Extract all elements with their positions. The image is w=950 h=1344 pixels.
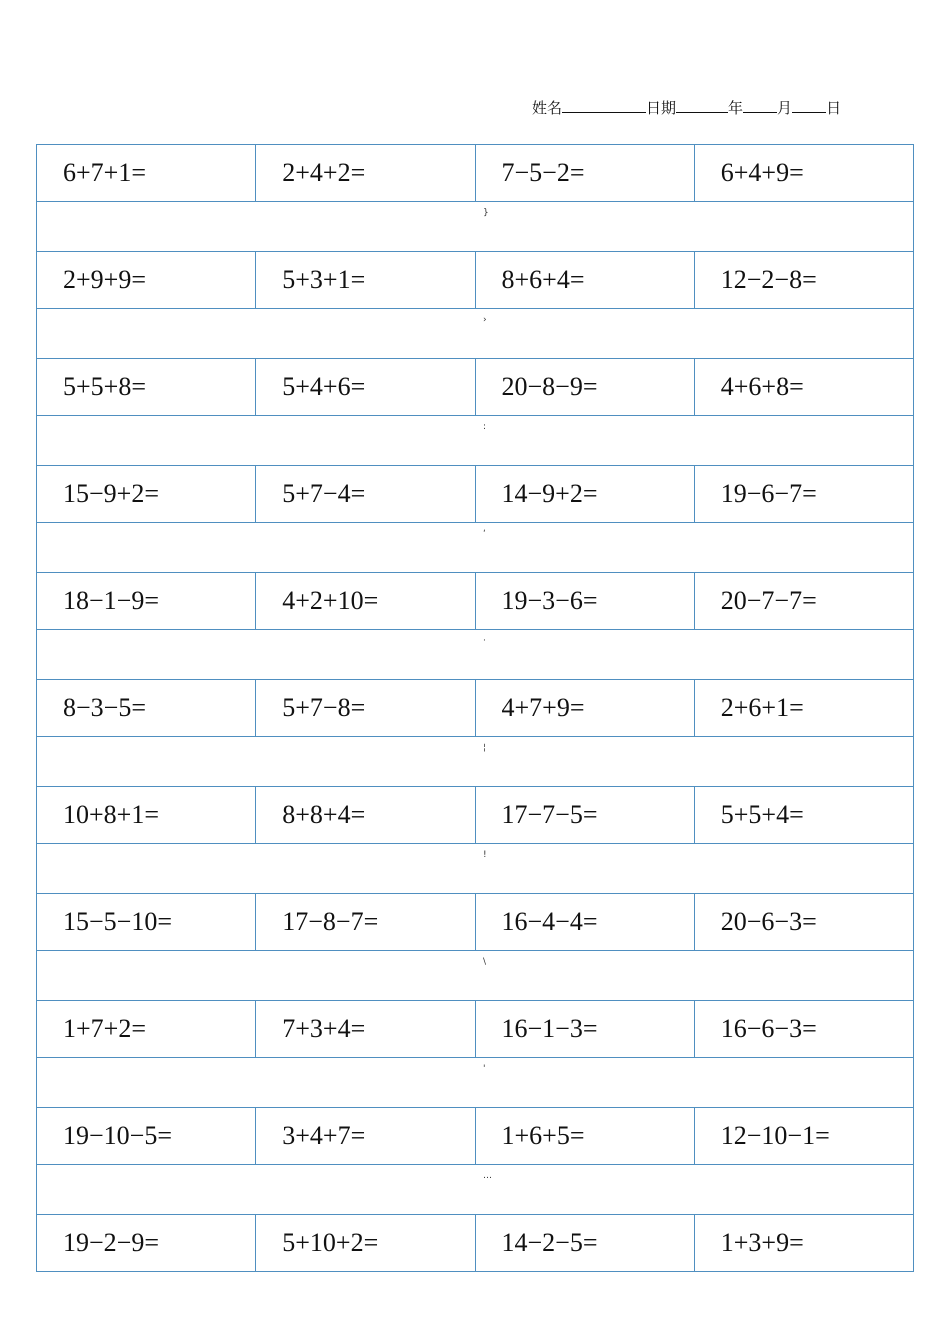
problem-cell: 5+3+1=: [256, 252, 475, 309]
worksheet-header: [532, 96, 841, 119]
separator-mark: !: [483, 850, 487, 860]
answer-space-row: [37, 630, 914, 680]
problem-cell: 4+7+9=: [476, 680, 695, 737]
answer-space-row: [37, 1165, 914, 1215]
problem-cell: 2+6+1=: [695, 680, 914, 737]
problem-cell: 12−10−1=: [695, 1108, 914, 1165]
separator-mark: }: [483, 208, 489, 218]
problem-cell: 2+4+2=: [256, 145, 475, 202]
problem-cell: 19−6−7=: [695, 466, 914, 523]
problem-cell: 14−9+2=: [476, 466, 695, 523]
separator-mark: ': [483, 1064, 486, 1074]
problem-row: [37, 252, 914, 309]
problem-cell: 2+9+9=: [37, 252, 256, 309]
problem-cell: 15−5−10=: [37, 894, 256, 951]
problem-cell: 1+3+9=: [695, 1215, 914, 1272]
problem-cell: 20−6−3=: [695, 894, 914, 951]
problem-cell: 19−2−9=: [37, 1215, 256, 1272]
day-blank: [792, 96, 826, 113]
problem-row: [37, 1001, 914, 1058]
problem-row: [37, 573, 914, 630]
problem-cell: 6+4+9=: [695, 145, 914, 202]
problem-cell: 12−2−8=: [695, 252, 914, 309]
problem-row: [37, 1215, 914, 1272]
problem-cell: 1+6+5=: [476, 1108, 695, 1165]
answer-space-row: [37, 523, 914, 573]
answer-space-row: [37, 737, 914, 787]
problem-cell: 16−1−3=: [476, 1001, 695, 1058]
problem-cell: 19−10−5=: [37, 1108, 256, 1165]
problem-cell: 7−5−2=: [476, 145, 695, 202]
problem-row: [37, 359, 914, 416]
problem-cell: 20−8−9=: [476, 359, 695, 416]
answer-space-row: [37, 951, 914, 1001]
problem-cell: 1+7+2=: [37, 1001, 256, 1058]
problem-cell: 19−3−6=: [476, 573, 695, 630]
problem-cell: 5+5+4=: [695, 787, 914, 844]
problem-row: [37, 145, 914, 202]
problem-cell: 17−7−5=: [476, 787, 695, 844]
problem-grid: [36, 144, 914, 1272]
answer-space-row: [37, 416, 914, 466]
problem-cell: 17−8−7=: [256, 894, 475, 951]
problem-cell: 16−6−3=: [695, 1001, 914, 1058]
problem-cell: 10+8+1=: [37, 787, 256, 844]
separator-mark: ¦: [483, 743, 487, 753]
problem-row: [37, 680, 914, 737]
date-label: 日期: [646, 99, 677, 117]
month-label: 月: [777, 99, 793, 117]
problem-cell: 5+5+8=: [37, 359, 256, 416]
problem-cell: 5+7−8=: [256, 680, 475, 737]
problem-cell: 8−3−5=: [37, 680, 256, 737]
problem-cell: 5+10+2=: [256, 1215, 475, 1272]
separator-mark: :: [483, 422, 487, 432]
problem-cell: 6+7+1=: [37, 145, 256, 202]
problem-cell: 4+6+8=: [695, 359, 914, 416]
problem-cell: 20−7−7=: [695, 573, 914, 630]
problem-row: [37, 1108, 914, 1165]
answer-space-row: [37, 1058, 914, 1108]
separator-mark: ‘: [483, 529, 486, 539]
problem-cell: 5+4+6=: [256, 359, 475, 416]
separator-mark: \: [483, 957, 487, 967]
separator-mark: …: [483, 1171, 492, 1181]
problem-cell: 15−9+2=: [37, 466, 256, 523]
day-label: 日: [826, 99, 842, 117]
answer-space-row: [37, 309, 914, 359]
year-label: 年: [728, 99, 744, 117]
year-blank: [676, 96, 728, 113]
name-label: 姓名: [532, 99, 563, 117]
problem-row: [37, 466, 914, 523]
problem-cell: 7+3+4=: [256, 1001, 475, 1058]
name-blank: [562, 96, 646, 113]
problem-cell: 5+7−4=: [256, 466, 475, 523]
separator-mark: ·: [483, 636, 486, 646]
problem-cell: 14−2−5=: [476, 1215, 695, 1272]
problem-cell: 8+6+4=: [476, 252, 695, 309]
problem-cell: 3+4+7=: [256, 1108, 475, 1165]
answer-space-row: [37, 844, 914, 894]
problem-row: [37, 894, 914, 951]
answer-space-row: [37, 202, 914, 252]
separator-mark: ›: [483, 315, 487, 325]
problem-row: [37, 787, 914, 844]
problem-cell: 18−1−9=: [37, 573, 256, 630]
problem-cell: 16−4−4=: [476, 894, 695, 951]
month-blank: [743, 96, 777, 113]
problem-cell: 4+2+10=: [256, 573, 475, 630]
problem-cell: 8+8+4=: [256, 787, 475, 844]
